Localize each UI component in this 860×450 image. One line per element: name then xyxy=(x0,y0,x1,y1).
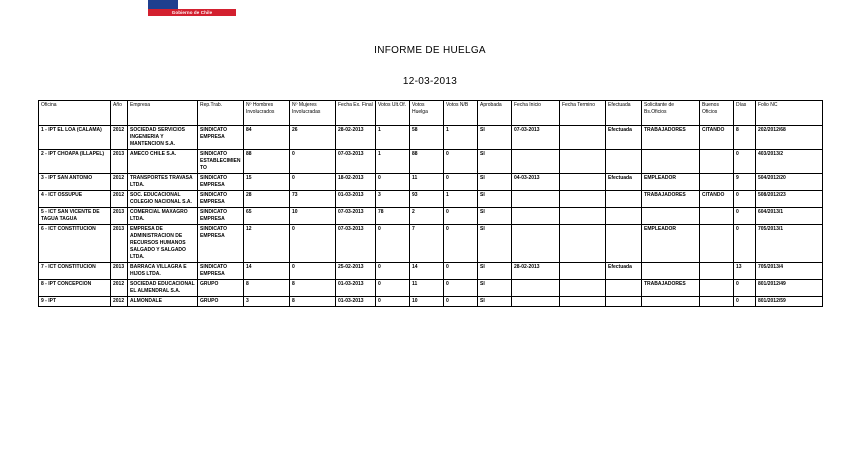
table-cell: 78 xyxy=(376,208,410,225)
column-header: Solicitante de Bs.Oficios xyxy=(642,101,700,126)
table-cell: 84 xyxy=(244,126,290,150)
table-cell: 801/2012/49 xyxy=(756,280,823,297)
table-cell xyxy=(512,191,560,208)
table-cell: 0 xyxy=(734,225,756,263)
table-cell: 8 xyxy=(290,297,336,307)
table-cell: 0 xyxy=(444,174,478,191)
table-cell: 2013 xyxy=(111,208,128,225)
table-cell xyxy=(700,297,734,307)
table-cell: 2012 xyxy=(111,297,128,307)
table-cell: 14 xyxy=(410,263,444,280)
table-cell: 01-03-2013 xyxy=(336,280,376,297)
table-cell xyxy=(700,150,734,174)
table-cell: 2013 xyxy=(111,225,128,263)
table-cell: 1 xyxy=(376,126,410,150)
table-cell: 8 xyxy=(244,280,290,297)
table-cell: TRABAJADORES xyxy=(642,126,700,150)
table-cell: 93 xyxy=(410,191,444,208)
table-cell: GRUPO xyxy=(198,297,244,307)
table-cell: 07-03-2013 xyxy=(336,150,376,174)
table-cell: 11 xyxy=(410,174,444,191)
table-cell: 508/2012/23 xyxy=(756,191,823,208)
table-cell: SOCIEDAD SERVICIOS INGENIERIA Y MANTENCION S.A. xyxy=(128,126,198,150)
table-cell: SI xyxy=(478,126,512,150)
table-cell xyxy=(512,297,560,307)
table-cell: 604/2013/1 xyxy=(756,208,823,225)
column-header: Año xyxy=(111,101,128,126)
table-row xyxy=(39,263,823,280)
table-cell: 705/2013/4 xyxy=(756,263,823,280)
table-cell: 07-03-2013 xyxy=(512,126,560,150)
table-cell: 403/2013/2 xyxy=(756,150,823,174)
table-cell: 3 xyxy=(244,297,290,307)
table-cell: 28-02-2013 xyxy=(512,263,560,280)
table-cell: 801/2012/59 xyxy=(756,297,823,307)
table-cell: 6 - ICT CONSTITUCION xyxy=(39,225,111,263)
table-cell xyxy=(642,150,700,174)
table-cell xyxy=(512,150,560,174)
table-cell: 14 xyxy=(244,263,290,280)
table-cell: EMPLEADOR xyxy=(642,174,700,191)
table-row xyxy=(39,208,823,225)
table-cell: 73 xyxy=(290,191,336,208)
table-cell: 3 xyxy=(376,191,410,208)
table-cell: GRUPO xyxy=(198,280,244,297)
table-row xyxy=(39,225,823,263)
table-cell: 0 xyxy=(376,174,410,191)
table-cell: 0 xyxy=(734,208,756,225)
table-cell: 2013 xyxy=(111,263,128,280)
table-cell: 0 xyxy=(376,280,410,297)
table-cell xyxy=(700,263,734,280)
table-cell: TRABAJADORES xyxy=(642,191,700,208)
table-cell: 202/2012/68 xyxy=(756,126,823,150)
table-cell xyxy=(606,225,642,263)
column-header: Votos Ult.Of. xyxy=(376,101,410,126)
table-cell: 8 xyxy=(290,280,336,297)
logo-text: Gobierno de Chile xyxy=(171,10,213,15)
table-cell: 0 xyxy=(376,263,410,280)
column-header: Folio NC xyxy=(756,101,823,126)
column-header: Fecha Termino xyxy=(560,101,606,126)
table-cell: 10 xyxy=(290,208,336,225)
table-cell: 2012 xyxy=(111,126,128,150)
table-cell: 07-03-2013 xyxy=(336,208,376,225)
table-cell: 1 xyxy=(376,150,410,174)
table-cell: Efectuada xyxy=(606,174,642,191)
table-cell: SI xyxy=(478,208,512,225)
table-cell: 0 xyxy=(290,225,336,263)
table-row xyxy=(39,297,823,307)
column-header: Empresa xyxy=(128,101,198,126)
table-cell: 9 xyxy=(734,174,756,191)
table-header-row xyxy=(39,101,823,126)
table-cell: SINDICATO EMPRESA xyxy=(198,174,244,191)
table-cell: SI xyxy=(478,191,512,208)
table-cell: 1 xyxy=(444,191,478,208)
table-cell: BARRACA VILLAGRA E HIJOS LTDA. xyxy=(128,263,198,280)
table-cell: SOCIEDAD EDUCACIONAL EL ALMENDRAL S.A. xyxy=(128,280,198,297)
table-cell: 8 - IPT CONCEPCION xyxy=(39,280,111,297)
table-cell: 0 xyxy=(734,280,756,297)
table-cell: SINDICATO EMPRESA xyxy=(198,225,244,263)
table-cell: 2012 xyxy=(111,191,128,208)
table-cell: 4 - ICT OSSUPUE xyxy=(39,191,111,208)
table-cell: 2012 xyxy=(111,280,128,297)
column-header: Efectuada xyxy=(606,101,642,126)
report-date: 12-03-2013 xyxy=(402,76,458,87)
table-cell xyxy=(560,225,606,263)
table-cell: 1 - IPT EL LOA (CALAMA) xyxy=(39,126,111,150)
table-cell xyxy=(700,280,734,297)
table-cell xyxy=(560,280,606,297)
table-cell: 0 xyxy=(376,225,410,263)
table-row xyxy=(39,174,823,191)
table-row xyxy=(39,150,823,174)
table-cell: 7 - ICT CONSTITUCION xyxy=(39,263,111,280)
table-cell: Efectuada xyxy=(606,126,642,150)
column-header: Fecha Inicio xyxy=(512,101,560,126)
table-cell: 0 xyxy=(444,150,478,174)
table-cell xyxy=(560,191,606,208)
table-cell xyxy=(606,191,642,208)
column-header: Aprobada xyxy=(478,101,512,126)
table-cell: Efectuada xyxy=(606,263,642,280)
table-cell: COMERCIAL MAXAGRO LTDA. xyxy=(128,208,198,225)
table-cell: SI xyxy=(478,263,512,280)
table-cell xyxy=(642,297,700,307)
table-cell: EMPRESA DE ADMINISTRACION DE RECURSOS HUMANOS SALGADO Y SALGADO LTDA. xyxy=(128,225,198,263)
table-cell xyxy=(560,208,606,225)
table-cell: 0 xyxy=(444,225,478,263)
table-cell xyxy=(642,263,700,280)
table-cell: SINDICATO EMPRESA xyxy=(198,126,244,150)
table-cell: 5 - ICT SAN VICENTE DE TAGUA TAGUA xyxy=(39,208,111,225)
table-cell: SI xyxy=(478,225,512,263)
table-cell: 04-03-2013 xyxy=(512,174,560,191)
column-header: Oficina xyxy=(39,101,111,126)
table-cell xyxy=(606,208,642,225)
table-cell xyxy=(560,126,606,150)
table-cell: 11 xyxy=(410,280,444,297)
table-cell: 65 xyxy=(244,208,290,225)
table-cell xyxy=(560,297,606,307)
table-cell: SINDICATO EMPRESA xyxy=(198,208,244,225)
strike-report-table xyxy=(38,100,823,307)
column-header: Buenos Oficios xyxy=(700,101,734,126)
table-cell: 28-02-2013 xyxy=(336,126,376,150)
table-cell xyxy=(512,225,560,263)
table-cell: 01-03-2013 xyxy=(336,297,376,307)
table-cell: 0 xyxy=(290,263,336,280)
table-cell: SI xyxy=(478,297,512,307)
table-cell: SINDICATO ESTABLECIMIENTO xyxy=(198,150,244,174)
table-cell: TRABAJADORES xyxy=(642,280,700,297)
table-cell: ALMONDALE xyxy=(128,297,198,307)
table-cell: 0 xyxy=(444,280,478,297)
table-cell xyxy=(700,225,734,263)
table-cell xyxy=(560,150,606,174)
table-cell: 8 xyxy=(734,126,756,150)
table-cell: 705/2013/1 xyxy=(756,225,823,263)
table-cell: 0 xyxy=(444,208,478,225)
column-header: Días xyxy=(734,101,756,126)
table-cell: 504/2012/20 xyxy=(756,174,823,191)
table-cell: 0 xyxy=(376,297,410,307)
table-cell: 0 xyxy=(734,150,756,174)
table-cell: 1 xyxy=(444,126,478,150)
column-header: Votos Huelga xyxy=(410,101,444,126)
table-cell: 0 xyxy=(734,191,756,208)
table-cell: SOC. EDUCACIONAL COLEGIO NACIONAL S.A. xyxy=(128,191,198,208)
table-cell: 0 xyxy=(290,150,336,174)
table-cell: 88 xyxy=(410,150,444,174)
table-cell: 25-02-2013 xyxy=(336,263,376,280)
table-cell: SI xyxy=(478,174,512,191)
table-cell: SINDICATO EMPRESA xyxy=(198,263,244,280)
table-cell: 01-03-2013 xyxy=(336,191,376,208)
table-cell: TRANSPORTES TRAVASA LTDA. xyxy=(128,174,198,191)
table-cell xyxy=(700,174,734,191)
table-cell: 15 xyxy=(244,174,290,191)
table-cell: 12 xyxy=(244,225,290,263)
column-header: Rep.Trab. xyxy=(198,101,244,126)
table-row xyxy=(39,126,823,150)
table-row xyxy=(39,280,823,297)
table-cell: 0 xyxy=(444,263,478,280)
table-cell: 2 - IPT CHOAPA (ILLAPEL) xyxy=(39,150,111,174)
table-cell: 07-03-2013 xyxy=(336,225,376,263)
table-cell: EMPLEADOR xyxy=(642,225,700,263)
table-cell: SINDICATO EMPRESA xyxy=(198,191,244,208)
table-cell: 26 xyxy=(290,126,336,150)
table-cell: 0 xyxy=(444,297,478,307)
table-cell: AMECO CHILE S.A. xyxy=(128,150,198,174)
table-cell: 2013 xyxy=(111,150,128,174)
table-cell: 2 xyxy=(410,208,444,225)
table-cell xyxy=(606,280,642,297)
table-cell xyxy=(560,263,606,280)
table-cell: 10 xyxy=(410,297,444,307)
table-cell xyxy=(606,297,642,307)
table-cell: 7 xyxy=(410,225,444,263)
table-cell: 13 xyxy=(734,263,756,280)
table-cell: 28 xyxy=(244,191,290,208)
table-cell: 58 xyxy=(410,126,444,150)
table-cell: 0 xyxy=(734,297,756,307)
column-header: Votos N/B xyxy=(444,101,478,126)
table-cell xyxy=(560,174,606,191)
column-header: Nº Mujeres Involucradas xyxy=(290,101,336,126)
table-cell: 9 - IPT xyxy=(39,297,111,307)
table-cell: 3 - IPT SAN ANTONIO xyxy=(39,174,111,191)
table-cell: 18-02-2013 xyxy=(336,174,376,191)
column-header: Nº Hombres Involucrados xyxy=(244,101,290,126)
table-cell: SI xyxy=(478,150,512,174)
table-cell xyxy=(700,208,734,225)
table-cell: CITANDO xyxy=(700,191,734,208)
table-cell xyxy=(512,208,560,225)
table-cell xyxy=(512,280,560,297)
column-header: Fecha Ex. Final xyxy=(336,101,376,126)
report-title: INFORME DE HUELGA xyxy=(374,45,486,56)
table-cell xyxy=(606,150,642,174)
table-body xyxy=(39,126,823,307)
table-cell: 0 xyxy=(290,174,336,191)
table-row xyxy=(39,191,823,208)
table-cell: CITANDO xyxy=(700,126,734,150)
table-cell: 88 xyxy=(244,150,290,174)
table-cell: 2012 xyxy=(111,174,128,191)
table-cell xyxy=(642,208,700,225)
table-cell: SI xyxy=(478,280,512,297)
